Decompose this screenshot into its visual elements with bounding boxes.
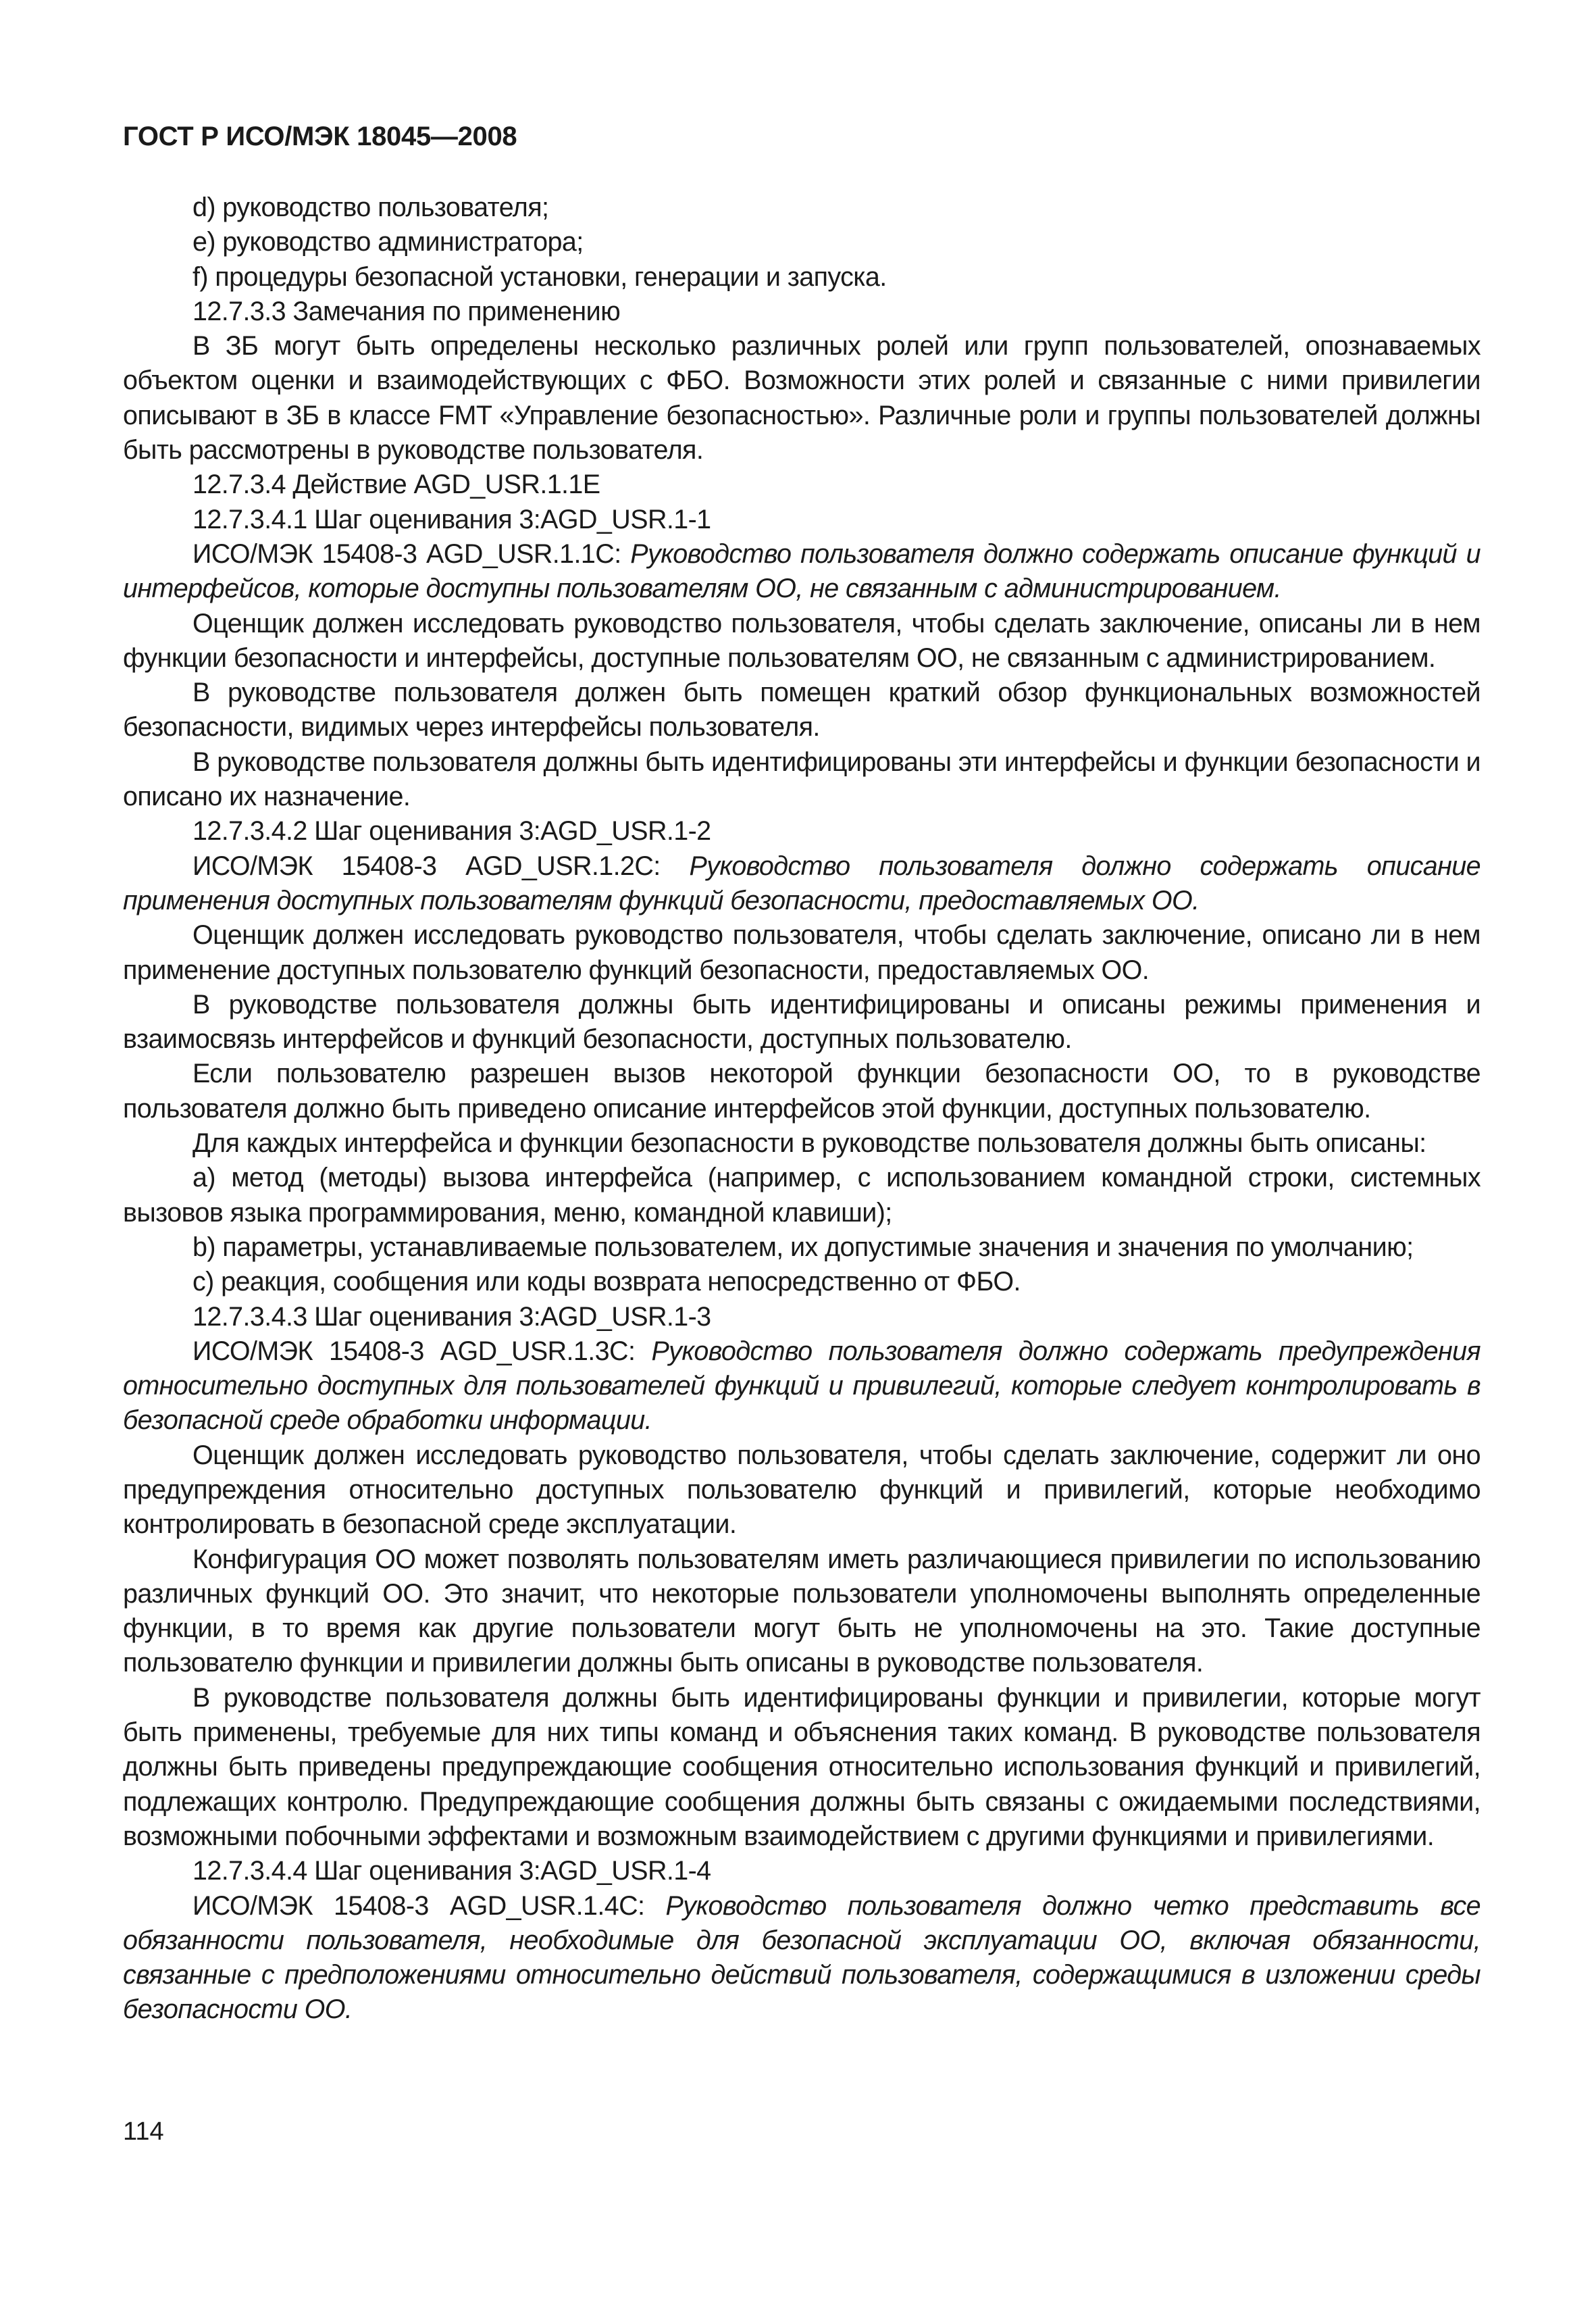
paragraph: В руководстве пользователя должны быть идентифицированы и описаны режимы применения и взаимосвязь интерфейсов и функций безопасности, доступных пользователю.	[123, 989, 1481, 1055]
paragraph	[123, 1889, 1481, 2028]
paragraph: c) реакция, сообщения или коды возврата непосредственно от ФБО.	[192, 1267, 1021, 1297]
paragraph: 12.7.3.4.2 Шаг оценивания 3:AGD_USR.1-2	[192, 816, 711, 847]
paragraph: 12.7.3.4 Действие AGD_USR.1.1E	[192, 470, 600, 500]
requirement-text: Руководство пользователя должно содержать описание функций и интерфейсов, которые доступны пользователям ОО, не связанным с администрированием.	[123, 538, 1481, 604]
paragraph: В руководстве пользователя должны быть идентифицированы функции и привилегии, которые могут быть применены, требуемые для них типы команд и объяснения таких команд. В руководстве пользователя должны быть приведены предупреждающие сообщения относительно использования функций и привилегий, подлежащих контролю. Предупреждающие сообщения должны быть связаны с ожидаемыми последствиями, возможными побочными эффектами и возможным взаимодействием с другими функциями и привилегиями.	[123, 1682, 1481, 1851]
paragraph: Оценщик должен исследовать руководство пользователя, чтобы сделать заключение, описано ли в нем применение доступных пользователю функций безопасности, предоставляемых ОО.	[123, 920, 1481, 985]
paragraph: 12.7.3.3 Замечания по применению	[192, 296, 621, 326]
paragraph	[123, 849, 1481, 919]
paragraph: b) параметры, устанавливаемые пользователем, их допустимые значения и значения по умолчанию;	[192, 1232, 1414, 1262]
paragraph	[123, 1334, 1481, 1438]
document-header: ГОСТ Р ИСО/МЭК 18045—2008	[123, 122, 517, 151]
paragraph: В руководстве пользователя должен быть помещен краткий обзор функциональных возможностей безопасности, видимых через интерфейсы пользователя.	[123, 678, 1481, 743]
requirement-text: Руководство пользователя должно содержать предупреждения относительно доступных для пользователей функций и привилегий, которые следует контролировать в безопасной среде обработки информации.	[123, 1336, 1481, 1436]
paragraph: Если пользователю разрешен вызов некоторой функции безопасности ОО, то в руководстве пользователя должно быть приведено описание интерфейсов этой функции, доступных пользователю.	[123, 1059, 1481, 1124]
paragraph: 12.7.3.4.4 Шаг оценивания 3:AGD_USR.1-4	[192, 1856, 711, 1886]
paragraph: Оценщик должен исследовать руководство пользователя, чтобы сделать заключение, описаны ли в нем функции безопасности и интерфейсы, доступные пользователям ОО, не связанным с администрированием.	[123, 608, 1481, 673]
requirement-text: Руководство пользователя должно четко представить все обязанности пользователя, необходимые для безопасной эксплуатации ОО, включая обязанности, связанные с предположениями относительно действий пользователя, содержащимися в изложении среды безопасности ОО.	[123, 1890, 1481, 2025]
page-number: 114	[123, 2117, 164, 2146]
paragraph: 12.7.3.4.1 Шаг оценивания 3:AGD_USR.1-1	[192, 504, 711, 534]
document-page	[123, 119, 1481, 2028]
paragraph: Для каждых интерфейса и функции безопасности в руководстве пользователя должны быть описаны:	[192, 1128, 1426, 1159]
paragraph: В руководстве пользователя должны быть идентифицированы эти интерфейсы и функции безопасности и описано их назначение.	[123, 747, 1481, 812]
paragraph: 12.7.3.4.3 Шаг оценивания 3:AGD_USR.1-3	[192, 1301, 711, 1332]
paragraph: В ЗБ могут быть определены несколько различных ролей или групп пользователей, опознаваемых объектом оценки и взаимодействующих с ФБО. Возможности этих ролей и связанные с ними привилегии описывают в ЗБ в классе FMT «Управление безопасностью». Различные роли и группы пользователей должны быть рассмотрены в руководстве пользователя.	[123, 331, 1481, 466]
paragraph: f) процедуры безопасной установки, генерации и запуска.	[192, 261, 887, 292]
requirement-text: Руководство пользователя должно содержать описание применения доступных пользователям функций безопасности, предоставляемых ОО.	[123, 851, 1481, 915]
paragraph: Оценщик должен исследовать руководство пользователя, чтобы сделать заключение, содержит ли оно предупреждения относительно доступных пользователю функций и привилегий, которые необходимо контролировать в безопасной среде эксплуатации.	[123, 1440, 1481, 1540]
paragraph: a) метод (методы) вызова интерфейса (например, с использованием командной строки, системных вызовов языка программирования, меню, командной клавиши);	[123, 1163, 1481, 1228]
paragraph	[123, 537, 1481, 607]
clause-reference: ИСО/МЭК 15408-3 AGD_USR.1.1C:	[192, 538, 631, 569]
clause-reference: ИСО/МЭК 15408-3 AGD_USR.1.4C:	[192, 1890, 666, 1921]
paragraph: e) руководство администратора;	[192, 227, 584, 257]
clause-reference: ИСО/МЭК 15408-3 AGD_USR.1.3C:	[192, 1336, 652, 1366]
document-body	[123, 191, 1481, 2028]
paragraph: d) руководство пользователя;	[192, 193, 549, 222]
clause-reference: ИСО/МЭК 15408-3 AGD_USR.1.2C:	[192, 851, 690, 881]
paragraph: Конфигурация ОО может позволять пользователям иметь различающиеся привилегии по использованию различных функций ОО. Это значит, что некоторые пользователи уполномочены выполнять определенные функции, в то время как другие пользователи могут быть не уполномочены на это. Такие доступные пользователю функции и привилегии должны быть описаны в руководстве пользователя.	[123, 1544, 1481, 1678]
